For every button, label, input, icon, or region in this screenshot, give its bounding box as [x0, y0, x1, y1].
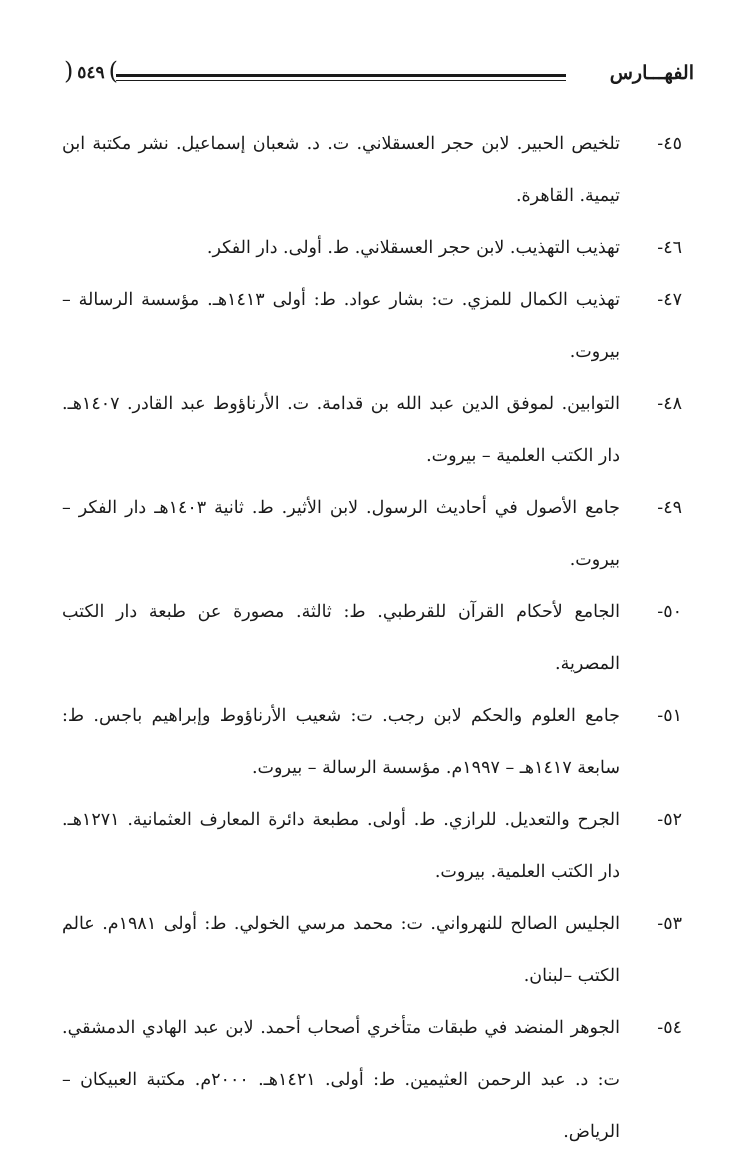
- entry-number: ٤٨-: [657, 394, 682, 414]
- bibliography-entry-51: [62, 690, 682, 794]
- bibliography-entry-48: [62, 378, 682, 482]
- entry-text: الجليس الصالح للنهرواني. ت: محمد مرسي الخولي. ط: أولى ١٩٨١م. عالم الكتب –لبنان.: [62, 914, 620, 986]
- entry-text: تلخيص الحبير. لابن حجر العسقلاني. ت. د. شعبان إسماعيل. نشر مكتبة ابن تيمية. القاهرة.: [62, 134, 620, 206]
- entry-text: الجوهر المنضد في طبقات متأخري أصحاب أحمد. لابن عبد الهادي الدمشقي. ت: د. عبد الرحمن العثيمين. ط: أولى. ١٤٢١هـ. ٢٠٠٠م. مكتبة العبيكان – الرياض.: [62, 1018, 620, 1142]
- entry-number: ٤٧-: [657, 290, 682, 310]
- bibliography-entry-49: [62, 482, 682, 586]
- entry-number: ٥٣-: [657, 914, 682, 934]
- bibliography-entry-45: [62, 118, 682, 222]
- running-title: الفهـــارس: [609, 62, 694, 84]
- entry-number: ٤٩-: [657, 498, 682, 518]
- bibliography-entry-46: [62, 222, 682, 274]
- bibliography-entry-47: [62, 274, 682, 378]
- bibliography-entry-53: [62, 898, 682, 1002]
- bibliography-list: [62, 118, 682, 1158]
- bibliography-entry-52: [62, 794, 682, 898]
- entry-text: جامع العلوم والحكم لابن رجب. ت: شعيب الأرناؤوط وإبراهيم باجس. ط: سابعة ١٤١٧هـ – ١٩٩٧م. مؤسسة الرسالة – بيروت.: [62, 706, 620, 778]
- entry-number: ٥٢-: [657, 810, 682, 830]
- header-rule: [116, 74, 566, 77]
- entry-number: ٥٠-: [657, 602, 682, 622]
- entry-number: ٥٤-: [657, 1018, 682, 1038]
- entry-number: ٤٥-: [657, 134, 682, 154]
- entry-text: التوابين. لموفق الدين عبد الله بن قدامة. ت. الأرناؤوط عبد القادر. ١٤٠٧هـ. دار الكتب العلمية – بيروت.: [62, 394, 620, 466]
- entry-text: الجامع لأحكام القرآن للقرطبي. ط: ثالثة. مصورة عن طبعة دار الكتب المصرية.: [62, 602, 620, 674]
- entry-text: الجرح والتعديل. للرازي. ط. أولى. مطبعة دائرة المعارف العثمانية. ١٢٧١هـ. دار الكتب العلمية. بيروت.: [62, 810, 620, 882]
- entry-text: تهذيب التهذيب. لابن حجر العسقلاني. ط. أولى. دار الفكر.: [206, 238, 620, 258]
- bibliography-entry-54: [62, 1002, 682, 1158]
- page-header: [66, 56, 694, 96]
- entry-text: تهذيب الكمال للمزي. ت: بشار عواد. ط: أولى ١٤١٣هـ. مؤسسة الرسالة – بيروت.: [62, 290, 620, 362]
- entry-text: جامع الأصول في أحاديث الرسول. لابن الأثير. ط. ثانية ١٤٠٣هـ دار الفكر – بيروت.: [62, 498, 620, 570]
- entry-number: ٤٦-: [657, 238, 682, 258]
- entry-number: ٥١-: [657, 706, 682, 726]
- bibliography-entry-50: [62, 586, 682, 690]
- page-number: ( ٥٤٩ ): [66, 58, 116, 88]
